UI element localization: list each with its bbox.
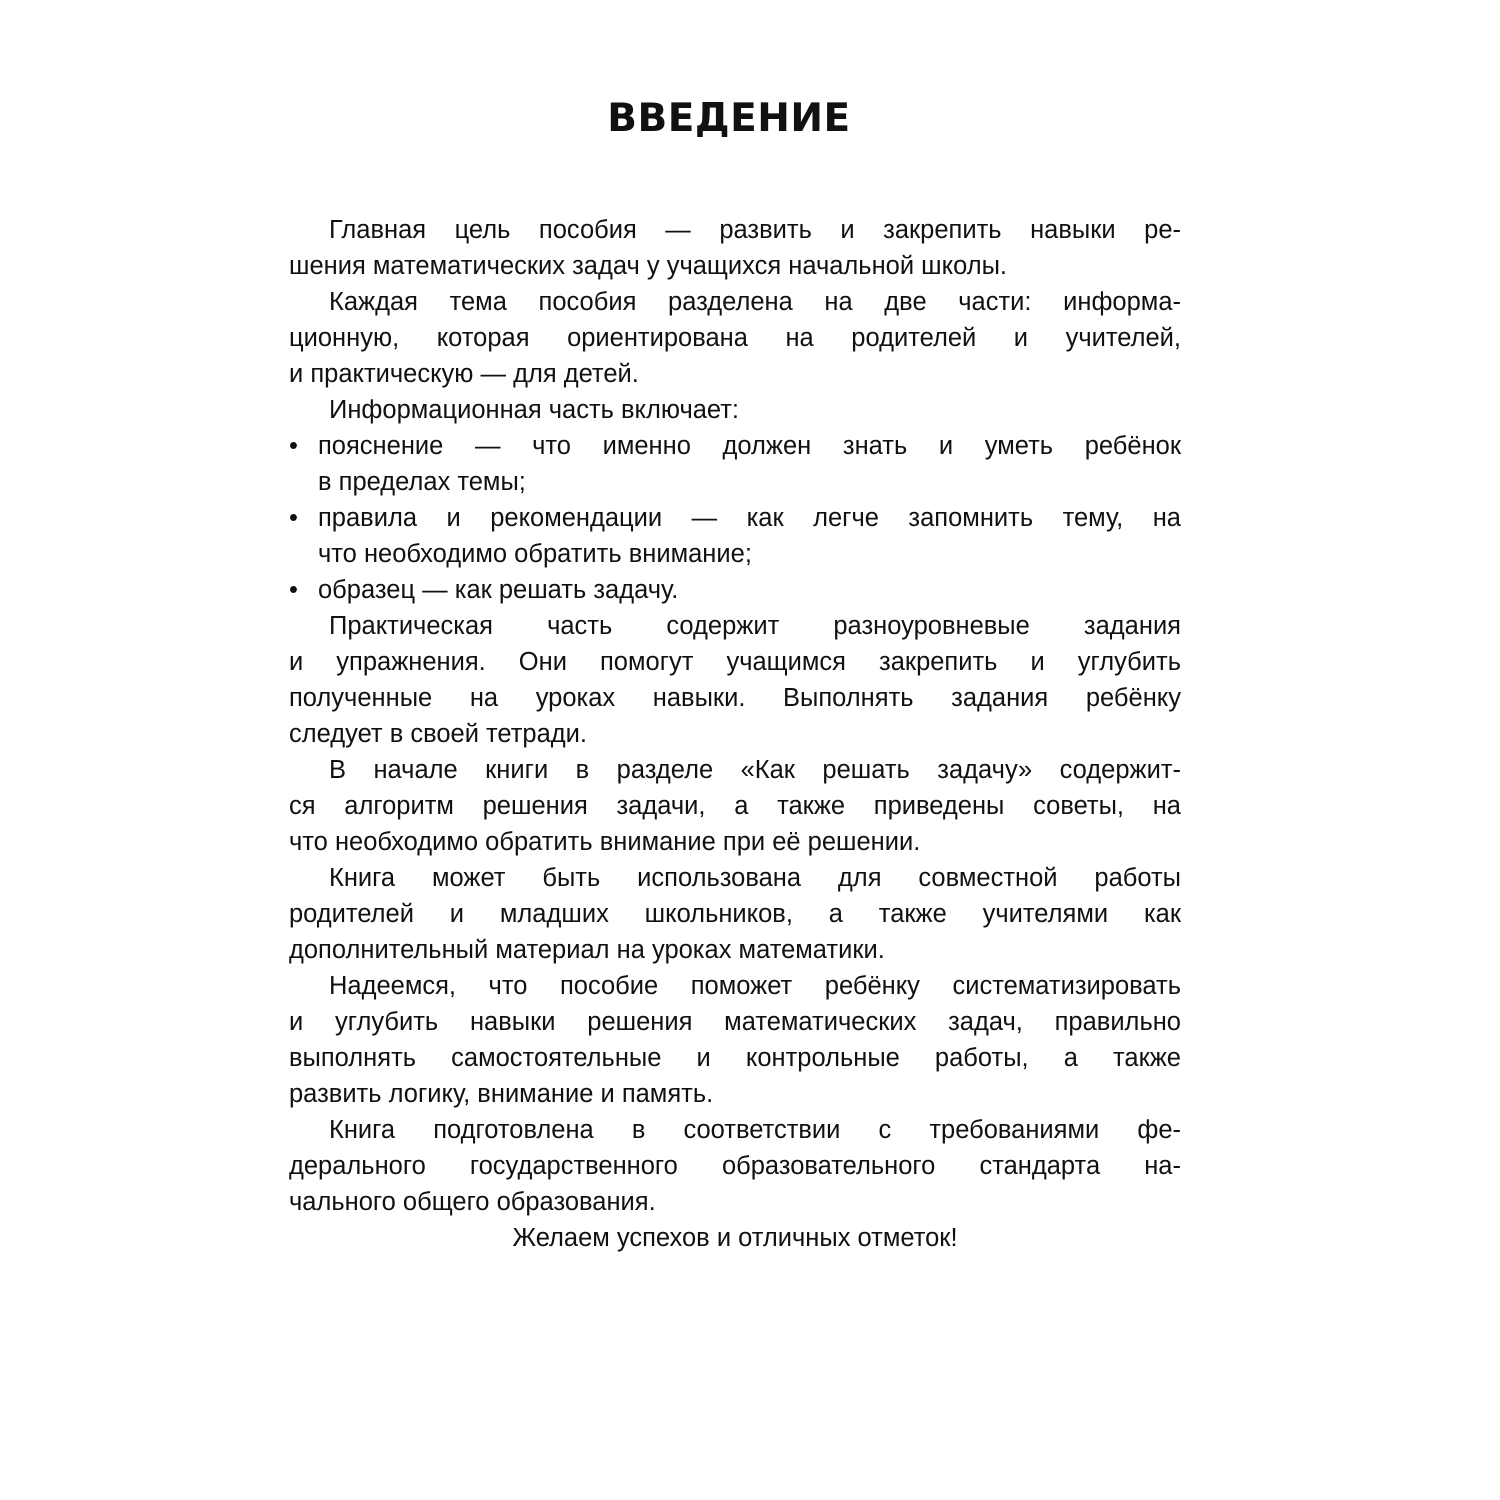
bullet-icon: • bbox=[289, 576, 298, 604]
text-line: что необходимо обратить внимание при её решении. bbox=[289, 828, 921, 856]
introduction-text bbox=[289, 212, 1181, 1220]
text-line: родителей и младших школьников, а также учителями как bbox=[289, 900, 1181, 928]
text-line: ся алгоритм решения задачи, а также приведены советы, на bbox=[289, 792, 1181, 820]
text-line: Книга подготовлена в соответствии с требованиями фе- bbox=[329, 1116, 1181, 1144]
text-line: Надеемся, что пособие поможет ребёнку систематизировать bbox=[329, 972, 1181, 1000]
text-line: В начале книги в разделе «Как решать задачу» содержит- bbox=[329, 756, 1181, 784]
text-line: полученные на уроках навыки. Выполнять задания ребёнку bbox=[289, 684, 1181, 712]
page-title: ВВЕДЕНИЕ bbox=[607, 96, 851, 141]
text-line: и упражнения. Они помогут учащимся закрепить и углубить bbox=[289, 648, 1181, 676]
text-line: Каждая тема пособия разделена на две части: информа- bbox=[329, 288, 1181, 316]
text-line: следует в своей тетради. bbox=[289, 720, 588, 748]
closing-wish: Желаем успехов и отличных отметок! bbox=[512, 1224, 958, 1252]
text-line: что необходимо обратить внимание; bbox=[318, 540, 752, 568]
bullet-icon: • bbox=[289, 432, 298, 460]
text-line: дополнительный материал на уроках математики. bbox=[289, 936, 885, 964]
bullet-text: пояснение — что именно должен знать и уметь ребёнок bbox=[318, 432, 1181, 460]
text-line: выполнять самостоятельные и контрольные работы, а также bbox=[289, 1044, 1181, 1072]
text-line: ционную, которая ориентирована на родителей и учителей, bbox=[289, 324, 1181, 352]
bullet-item bbox=[289, 500, 1181, 536]
text-line: шения математических задач у учащихся начальной школы. bbox=[289, 252, 1007, 280]
text-line: развить логику, внимание и память. bbox=[289, 1080, 714, 1108]
bullet-icon: • bbox=[289, 504, 298, 532]
text-line: в пределах темы; bbox=[318, 468, 526, 496]
bullet-text: образец — как решать задачу. bbox=[318, 576, 679, 604]
text-line: и практическую — для детей. bbox=[289, 360, 639, 388]
bullet-item bbox=[289, 428, 1181, 464]
text-line: и углубить навыки решения математических задач, правильно bbox=[289, 1008, 1181, 1036]
text-line: Главная цель пособия — развить и закрепить навыки ре- bbox=[329, 216, 1181, 244]
text-line: чального общего образования. bbox=[289, 1188, 656, 1216]
text-line: Информационная часть включает: bbox=[329, 396, 740, 424]
bullet-item bbox=[289, 572, 1181, 608]
text-line: Книга может быть использована для совместной работы bbox=[329, 864, 1181, 892]
bullet-text: правила и рекомендации — как легче запомнить тему, на bbox=[318, 504, 1181, 532]
text-line: Практическая часть содержит разноуровневые задания bbox=[329, 612, 1181, 640]
text-line: дерального государственного образовательного стандарта на- bbox=[289, 1152, 1181, 1180]
